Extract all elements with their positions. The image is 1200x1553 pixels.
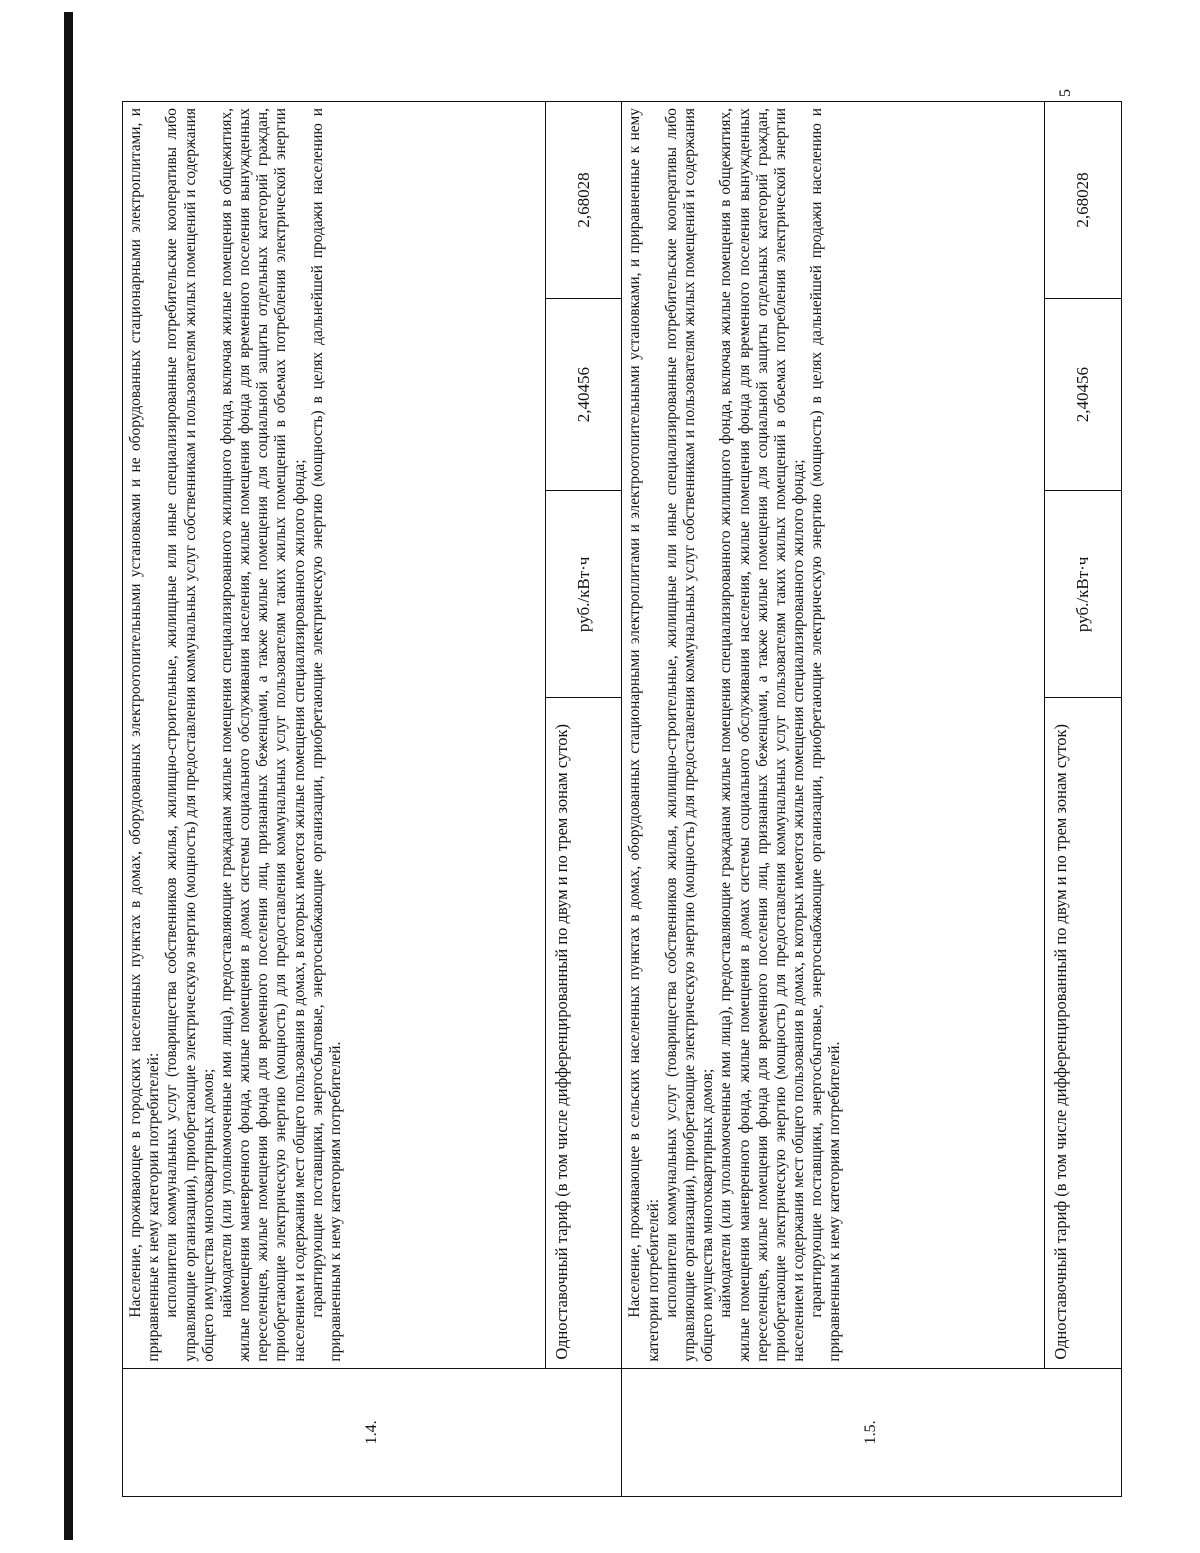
tariff-table-container (122, 101, 1122, 1497)
tariff-label: Одноставочный тариф (в том числе дифференцированный по двум и по трем зонам суток) (1045, 698, 1122, 1368)
row-number: 1.4. (123, 1368, 622, 1496)
tariff-unit: руб./кВт·ч (545, 491, 622, 698)
table-row (622, 102, 1045, 1497)
tariff-value-second-half: 2,68028 (1045, 102, 1122, 299)
row-number: 1.5. (622, 1368, 1122, 1496)
description-paragraph: исполнители коммунальных услуг (товарищества собственников жилья, жилищно-строительные, жилищные или иные специализированные потребительские кооперативы либо управляющие организации), приобретающие электрическую энергию (мощность) для предоставления коммунальных услуг собственникам и пользователям жилых помещений и содержания общего имущества многоквартирных домов; (163, 108, 217, 1362)
description-paragraph: гарантирующие поставщики, энергосбытовые, энергоснабжающие организации, приобретающие электрическую энергию (мощность) в целях дальнейшей продажи населению и приравненным к нему категориям потребителей. (308, 108, 344, 1362)
row-description (123, 102, 546, 1369)
tariff-table (122, 101, 1122, 1497)
row-description (622, 102, 1045, 1369)
table-row (545, 102, 622, 1497)
page-number: 5 (1057, 89, 1074, 97)
table-row (123, 102, 546, 1497)
rotated-page (122, 101, 1122, 1497)
table-row (1045, 102, 1122, 1497)
description-paragraph: исполнители коммунальных услуг (товарищества собственников жилья, жилищно-строительные, жилищные или иные специализированные потребительские кооперативы либо управляющие организации), приобретающие электрическую энергию (мощность) для предоставления коммунальных услуг собственникам и пользователям жилых помещений и содержания общего имущества многоквартирных домов; (662, 108, 717, 1362)
tariff-label: Одноставочный тариф (в том числе дифференцированный по двум и по трем зонам суток) (545, 698, 622, 1368)
tariff-unit: руб./кВт·ч (1045, 491, 1122, 698)
tariff-value-second-half: 2,68028 (545, 102, 622, 299)
description-paragraph: наймодатели (или уполномоченные ими лица), предоставляющие гражданам жилые помещения специализированного жилищного фонда, включая жилые помещения в общежитиях, жилые помещения маневренного фонда, жилые помещения в домах системы социального обслуживания населения, жилые помещения фонда для временного поселения вынужденных переселенцев, жилые помещения фонда для временного поселения лиц, признанных беженцами, а также жилые помещения для социальной защиты отдельных категорий граждан, приобретающие электрическую энергию (мощность) для предоставления коммунальных услуг пользователям таких жилых помещений в объемах потребления электрической энергии населением и содержания мест общего пользования в домах, в которых имеются жилые помещения специализированного жилого фонда; (717, 108, 808, 1362)
description-paragraph: Население, проживающее в сельских населенных пунктах в домах, оборудованных стационарными электроплитами и электроотопительными установками, и приравненные к нему категории потребителей: (626, 108, 662, 1362)
scan-edge-bar (64, 12, 73, 1540)
description-paragraph: наймодатели (или уполномоченные ими лица), предоставляющие гражданам жилые помещения специализированного жилищного фонда, включая жилые помещения в общежитиях, жилые помещения маневренного фонда, жилые помещения в домах системы социального обслуживания населения, жилые помещения фонда для временного поселения вынужденных переселенцев, жилые помещения фонда для временного поселения лиц, признанных беженцами, а также жилые помещения для социальной защиты отдельных категорий граждан, приобретающие электрическую энергию (мощность) для предоставления коммунальных услуг пользователям таких жилых помещений в объемах потребления электрической энергии населением и содержания мест общего пользования в домах, в которых имеются жилые помещения специализированного жилого фонда; (217, 108, 308, 1362)
description-paragraph: гарантирующие поставщики, энергосбытовые, энергоснабжающие организации, приобретающие электрическую энергию (мощность) в целях дальнейшей продажи населению и приравненным к нему категориям потребителей. (808, 108, 844, 1362)
tariff-value-first-half: 2,40456 (1045, 298, 1122, 491)
description-paragraph: Население, проживающее в городских населенных пунктах в домах, оборудованных электроотопительными установками и не оборудованных стационарными электроплитами, и приравненные к нему категории потребителей: (127, 108, 163, 1362)
tariff-value-first-half: 2,40456 (545, 298, 622, 491)
